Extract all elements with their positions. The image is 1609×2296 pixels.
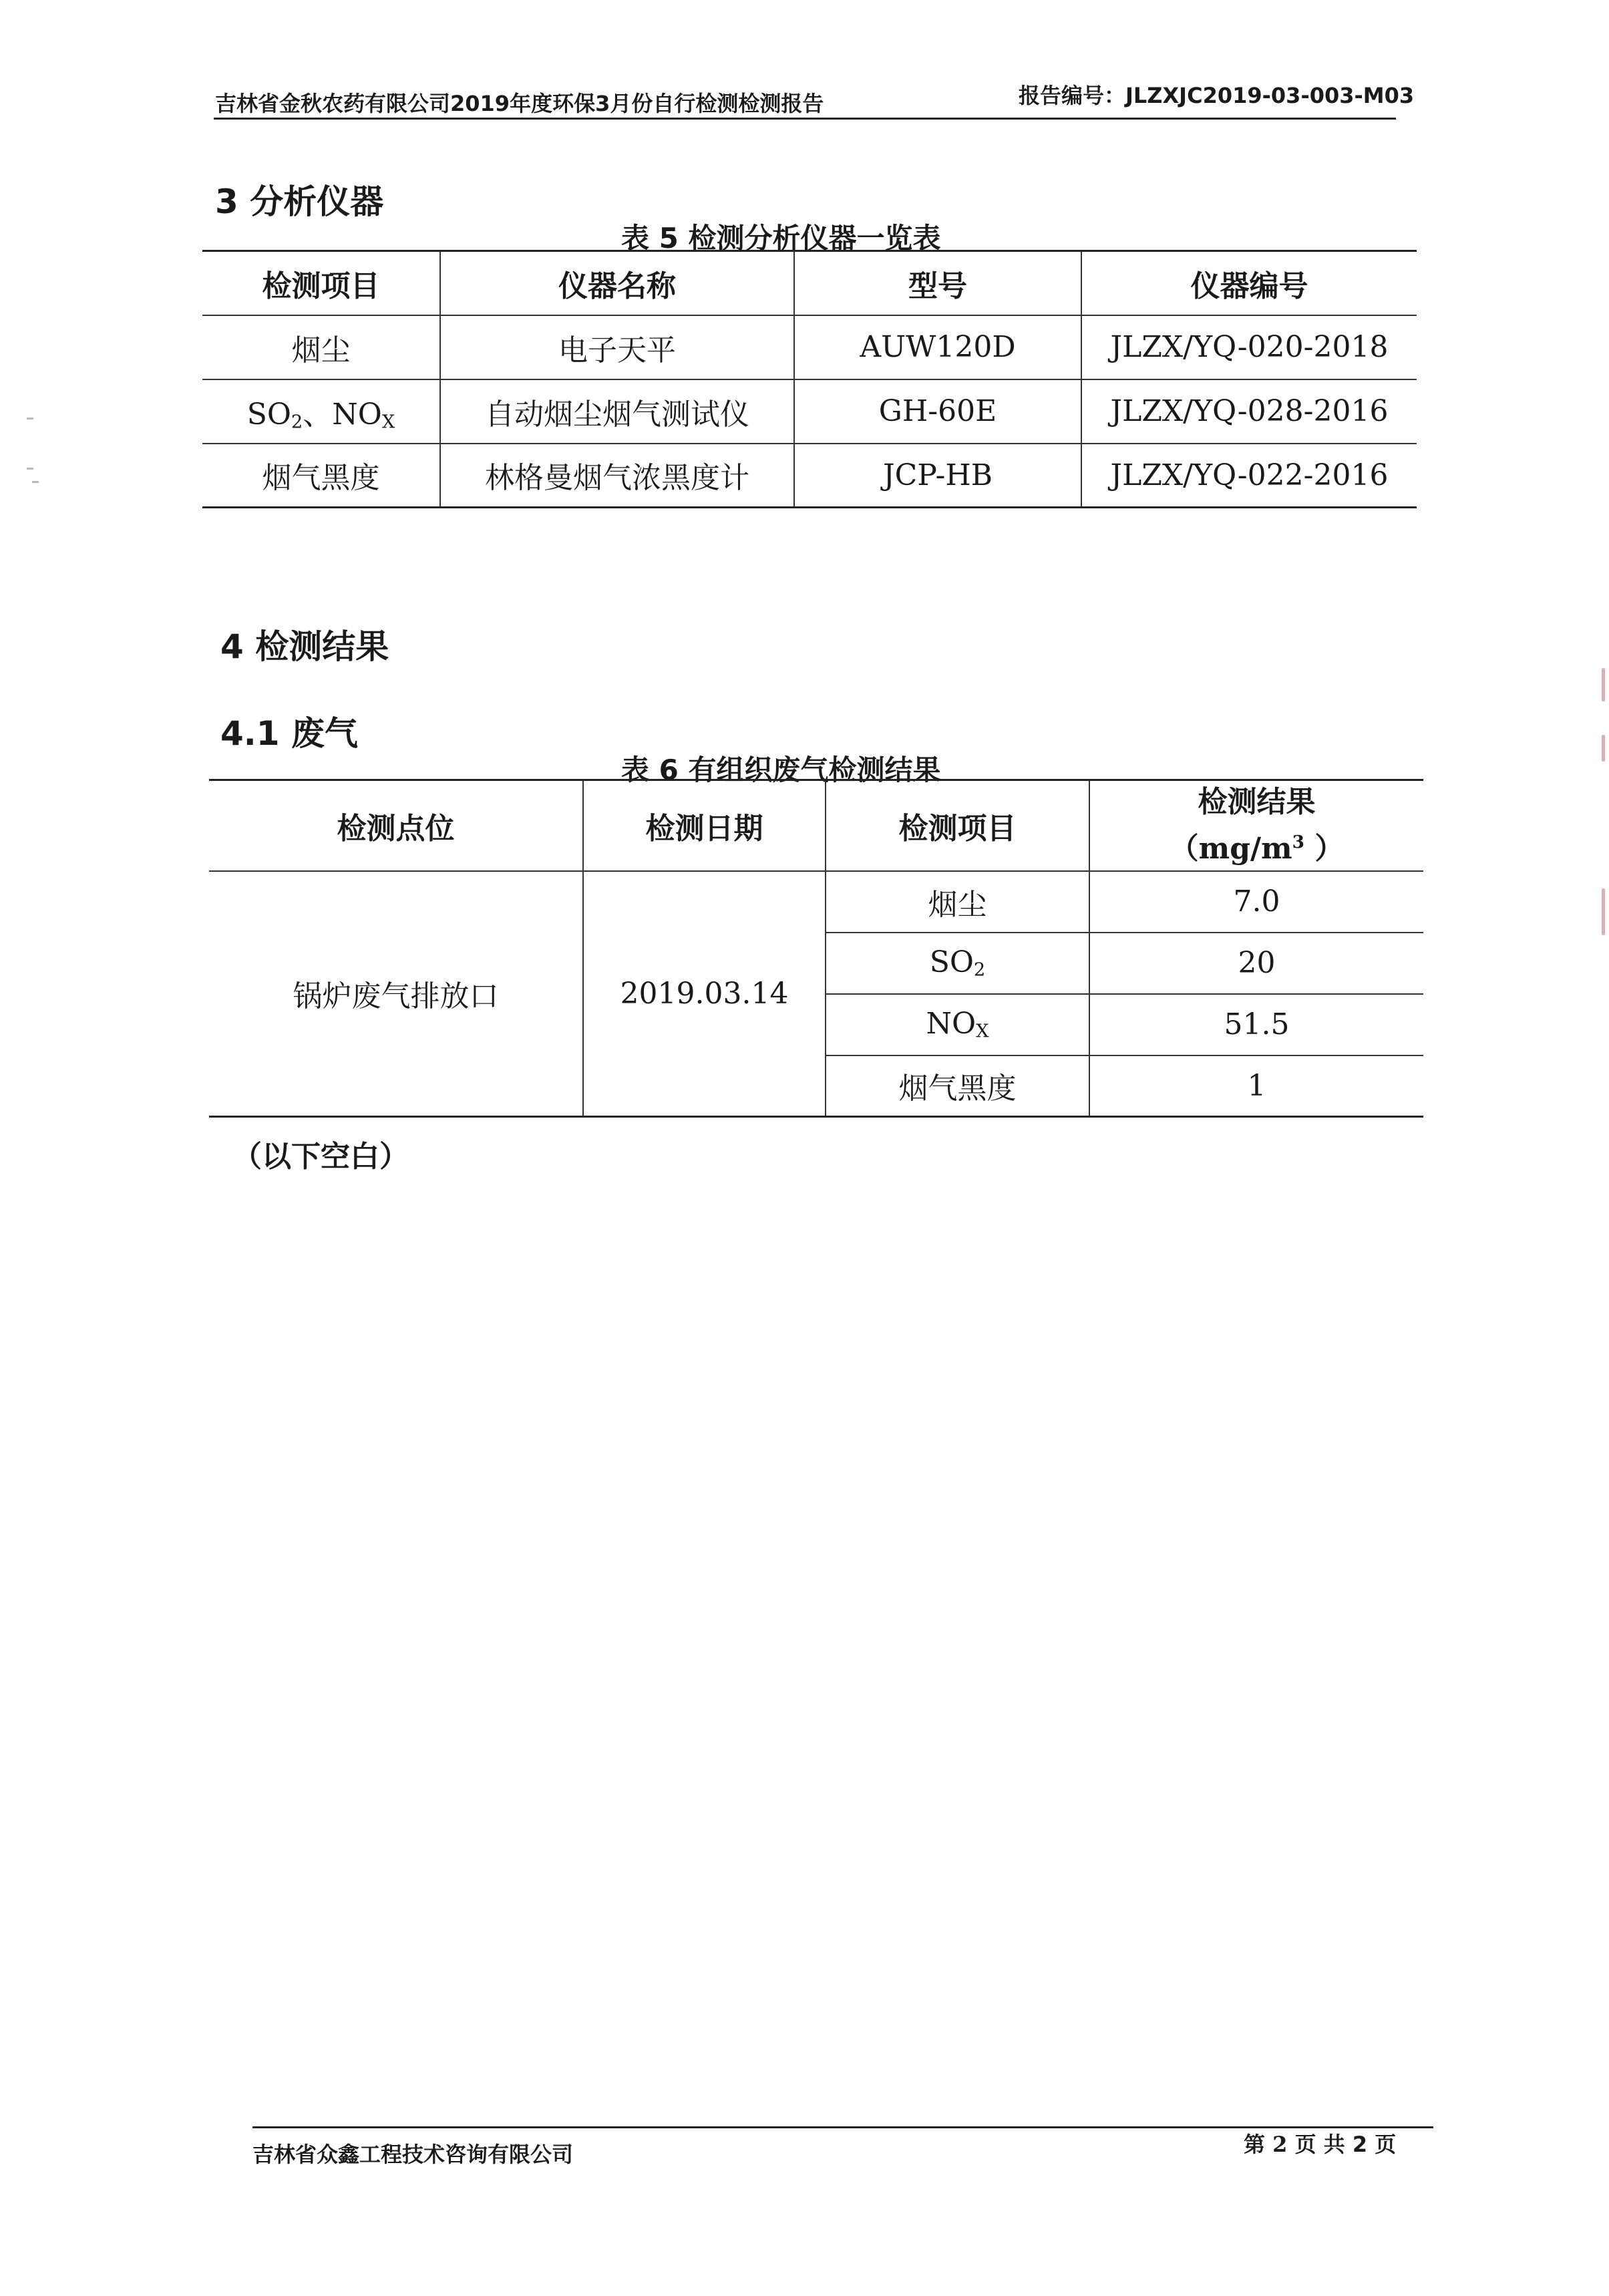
cell-item: 烟尘 (202, 315, 440, 379)
header-rule (214, 118, 1396, 120)
table-row (202, 315, 1417, 379)
col-test-item: 检测项目 (826, 780, 1089, 871)
cell-item: $SO_2$、$NO_X$ (202, 379, 440, 444)
instrument-table (202, 250, 1417, 508)
col-model: 型号 (794, 251, 1081, 315)
col-item: 检测项目 (202, 251, 440, 315)
section-4-heading: 4 检测结果 (220, 627, 389, 666)
cell-model: AUW120D (794, 315, 1081, 379)
instrument-table-header (202, 251, 1417, 315)
seal-fragment (1602, 888, 1605, 935)
cell-sampling-point: 锅炉废气排放口 (209, 871, 583, 1117)
report-title: 吉林省金秋农药有限公司2019年度环保3月份自行检测检测报告 (215, 91, 824, 116)
cell-test-item: $SO_2$ (826, 933, 1089, 994)
cell-test-item: 烟尘 (826, 871, 1089, 933)
cell-result: 7.0 (1089, 871, 1423, 933)
table-5-caption: 表 5 检测分析仪器一览表 (621, 222, 941, 255)
col-point: 检测点位 (209, 780, 583, 871)
binding-mark (27, 468, 33, 470)
col-result (1089, 780, 1423, 871)
cell-result: 20 (1089, 933, 1423, 994)
footer-company: 吉林省众鑫工程技术咨询有限公司 (252, 2142, 574, 2167)
result-header-label: 检测结果 (1198, 784, 1316, 819)
cell-model: JCP-HB (794, 444, 1081, 508)
cell-id: JLZX/YQ-028-2016 (1081, 379, 1417, 444)
table-6-caption: 表 6 有组织废气检测结果 (621, 754, 941, 786)
cell-test-item: $NO_X$ (826, 994, 1089, 1055)
table-row (209, 871, 1423, 933)
result-unit: （$mg/m^3$ ） (1169, 831, 1345, 866)
cell-result: 51.5 (1089, 994, 1423, 1055)
cell-sampling-date: 2019.03.14 (583, 871, 826, 1117)
seal-fragment (1602, 735, 1605, 762)
report-number: 报告编号：JLZXJC2019-03-003-M03 (1019, 83, 1415, 108)
blank-below-note: （以下空白） (232, 1140, 409, 1174)
seal-fragment (1602, 668, 1605, 701)
cell-id: JLZX/YQ-020-2018 (1081, 315, 1417, 379)
section-4-1-heading: 4.1 废气 (220, 714, 358, 753)
col-instrument-id: 仪器编号 (1081, 251, 1417, 315)
table-row (202, 379, 1417, 444)
binding-mark (27, 418, 33, 420)
cell-result: 1 (1089, 1055, 1423, 1117)
col-date: 检测日期 (583, 780, 826, 871)
cell-name: 电子天平 (440, 315, 794, 379)
cell-id: JLZX/YQ-022-2016 (1081, 444, 1417, 508)
emission-results-table (209, 779, 1423, 1118)
binding-mark (32, 481, 39, 483)
cell-model: GH-60E (794, 379, 1081, 444)
cell-test-item: 烟气黑度 (826, 1055, 1089, 1117)
cell-name: 林格曼烟气浓黑度计 (440, 444, 794, 508)
cell-name: 自动烟尘烟气测试仪 (440, 379, 794, 444)
table-row (202, 444, 1417, 508)
page-indicator: 第 2 页 共 2 页 (1244, 2132, 1397, 2157)
col-instrument-name: 仪器名称 (440, 251, 794, 315)
results-table-header (209, 780, 1423, 871)
cell-item: 烟气黑度 (202, 444, 440, 508)
section-3-heading: 3 分析仪器 (215, 182, 384, 221)
